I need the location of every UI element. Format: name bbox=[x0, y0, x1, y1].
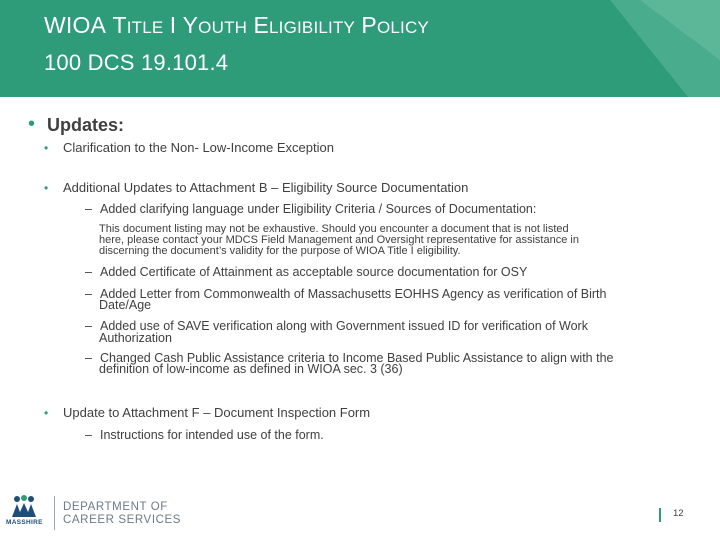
dash-marker: – bbox=[85, 287, 92, 301]
dash-marker: – bbox=[85, 202, 92, 216]
dash-marker: – bbox=[85, 428, 92, 442]
sub-list-item-continued: definition of low-income as defined in WIOA sec. 3 (36) bbox=[99, 362, 403, 376]
dash-marker: – bbox=[85, 265, 92, 279]
page-title: WIOA TITLE I YOUTH ELIGIBILITY POLICY bbox=[44, 12, 429, 38]
sub-list-item: Added Certificate of Attainment as acceptable source documentation for OSY bbox=[100, 265, 528, 279]
list-item: Clarification to the Non- Low-Income Exception bbox=[63, 140, 334, 155]
logo-wordmark: MASSHIRE bbox=[6, 519, 43, 526]
bullet-dot: • bbox=[28, 113, 36, 135]
note-text: This document listing may not be exhaustive. Should you encounter a document that is not listed bbox=[99, 223, 569, 235]
sub-list-item: Changed Cash Public Assistance criteria to Income Based Public Assistance to align with the bbox=[100, 351, 614, 365]
sub-list-item: Added use of SAVE verification along with Government issued ID for verification of Work bbox=[100, 319, 588, 333]
dash-marker: – bbox=[85, 351, 92, 365]
bullet-dot: • bbox=[44, 141, 49, 155]
list-item: Update to Attachment F – Document Inspection Form bbox=[63, 405, 371, 420]
bullet-dot: • bbox=[44, 181, 49, 195]
decorative-stripe bbox=[600, 0, 720, 97]
bullet-dot: • bbox=[44, 406, 49, 420]
title-banner bbox=[0, 0, 720, 97]
sub-list-item: Added Letter from Commonwealth of Massachusetts EOHHS Agency as verification of Birth bbox=[100, 287, 607, 301]
page-number: 12 bbox=[673, 508, 684, 519]
dash-marker: – bbox=[85, 319, 92, 333]
note-text: discerning the document’s validity for the purpose of WIOA Title I eligibility. bbox=[99, 245, 461, 257]
sub-list-item: Added clarifying language under Eligibility Criteria / Sources of Documentation: bbox=[100, 202, 537, 216]
department-line-2: CAREER SERVICES bbox=[63, 514, 182, 526]
department-line-1: DEPARTMENT OF bbox=[63, 501, 168, 513]
department-name bbox=[63, 501, 181, 527]
sub-list-item-continued: Date/Age bbox=[99, 298, 152, 312]
sub-list-item-continued: Authorization bbox=[99, 331, 172, 345]
page-number-marker bbox=[659, 508, 661, 522]
note-text: here, please contact your MDCS Field Management and Oversight representative for assistance in bbox=[99, 234, 579, 246]
list-item: Additional Updates to Attachment B – Eligibility Source Documentation bbox=[63, 180, 469, 195]
page-subtitle: 100 DCS 19.101.4 bbox=[44, 50, 229, 75]
sub-list-item: Instructions for intended use of the form. bbox=[100, 428, 324, 442]
section-heading: Updates: bbox=[47, 115, 125, 135]
footer-divider bbox=[54, 496, 55, 530]
